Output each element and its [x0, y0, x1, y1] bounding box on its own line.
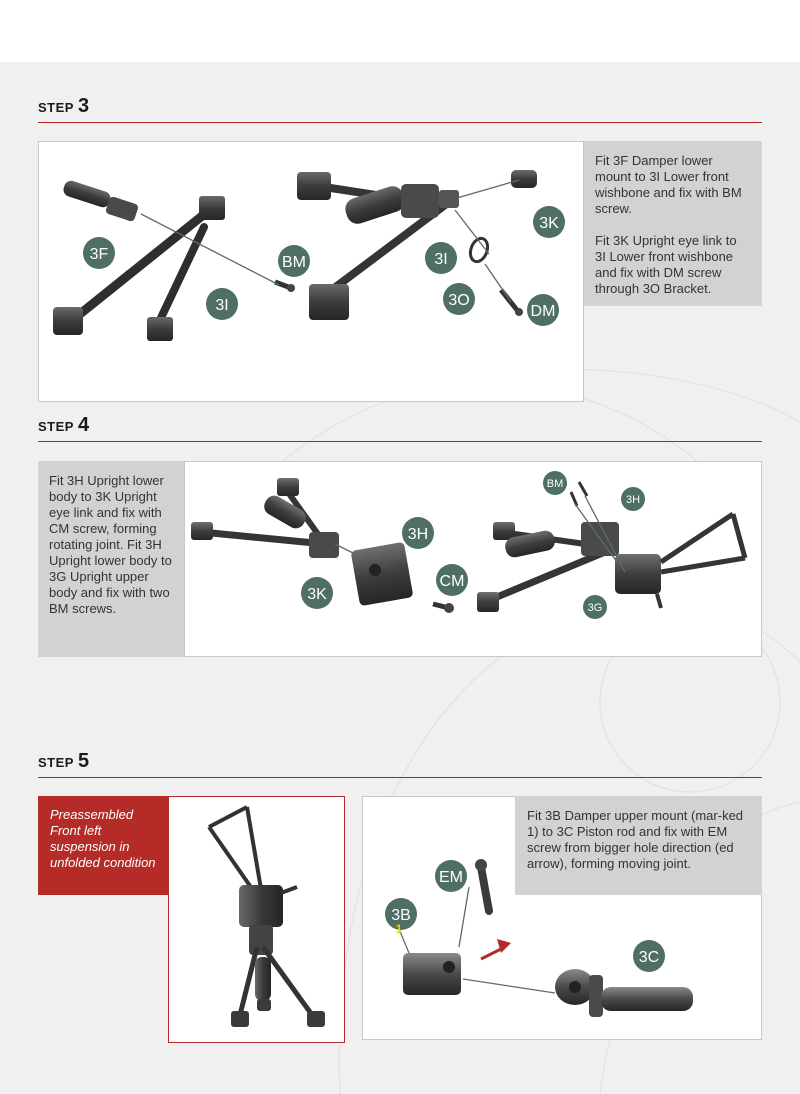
- svg-text:CM: CM: [439, 573, 465, 590]
- callout-3i-right: [425, 242, 457, 274]
- step-5-instruction: Fit 3B Damper upper mount (mar-ked 1) to 3C Piston rod and fix with EM screw from bigger hole direction (ed arrow), forming moving joint.: [527, 808, 744, 871]
- callout-3c: [633, 940, 665, 972]
- svg-text:3I: 3I: [215, 297, 229, 314]
- left-assembly-part: [191, 478, 339, 558]
- cm-screw-part: [433, 603, 454, 613]
- step-3-instructions: [584, 141, 762, 306]
- svg-text:3O: 3O: [448, 292, 470, 309]
- step-3-instruction-1: Fit 3F Damper lower mount to 3I Lower front wishbone and fix with BM screw.: [595, 153, 742, 216]
- callout-em: [435, 860, 467, 892]
- callout-3f: [83, 237, 115, 269]
- svg-text:3G: 3G: [587, 602, 603, 614]
- step-5-note: [38, 796, 168, 895]
- svg-text:3C: 3C: [638, 949, 660, 966]
- upright-eye-link-part: [511, 170, 537, 188]
- svg-text:3I: 3I: [434, 251, 448, 268]
- svg-text:3H: 3H: [625, 494, 641, 506]
- bm-screws-part: [571, 482, 587, 506]
- step-3-instruction-2: Fit 3K Upright eye link to 3I Lower front wishbone and fix with DM screw through 3O Bracket.: [595, 233, 737, 296]
- callout-cm: [436, 564, 468, 596]
- callout-bm: [278, 245, 310, 277]
- step-label: STEP: [38, 419, 74, 434]
- callout-3k: [301, 577, 333, 609]
- step-number: 5: [77, 750, 90, 772]
- step-4-title: [38, 414, 90, 437]
- upright-lower-body-part: [351, 542, 414, 607]
- callout-dm: [527, 294, 559, 326]
- step-number: 3: [77, 95, 90, 117]
- svg-text:EM: EM: [439, 869, 463, 886]
- step-3-rule: [38, 122, 762, 123]
- step-3-illustration: [39, 142, 585, 403]
- step-5-rule: [38, 777, 762, 778]
- step-4-illustration: [185, 462, 763, 658]
- svg-text:3K: 3K: [539, 215, 559, 232]
- right-assembly-part: [477, 514, 745, 612]
- preassembled-suspension-panel: [168, 796, 345, 1043]
- callout-3h-left: [402, 517, 434, 549]
- preassembled-suspension-illustration: [169, 797, 346, 1044]
- lower-wishbone-part: [53, 196, 225, 341]
- svg-text:3B: 3B: [391, 907, 411, 924]
- callout-bm: [543, 471, 567, 495]
- svg-text:3H: 3H: [407, 526, 429, 543]
- svg-text:DM: DM: [530, 303, 556, 320]
- step-4-instruction: Fit 3H Upright lower body to 3K Upright eye link and fix with CM screw, forming rotating joint. Fit 3H Upright lower body to 3G Upright upper body and fix with two BM screws.: [49, 473, 172, 616]
- svg-text:3K: 3K: [307, 586, 327, 603]
- svg-text:BM: BM: [282, 254, 306, 271]
- damper-upper-mount-part: [403, 953, 461, 995]
- top-margin: [0, 0, 800, 62]
- damper-lower-mount-part: [62, 179, 139, 222]
- dm-screw-part: [501, 290, 523, 316]
- step-label: STEP: [38, 100, 74, 115]
- callout-3o: [443, 283, 475, 315]
- svg-text:3F: 3F: [89, 246, 109, 263]
- svg-text:BM: BM: [546, 478, 564, 490]
- bm-screw-part: [275, 282, 295, 292]
- step-label: STEP: [38, 755, 74, 770]
- step-number: 4: [77, 414, 90, 436]
- em-screw-part: [475, 859, 489, 911]
- callout-3h-right: [621, 487, 645, 511]
- callout-3i-left: [206, 288, 238, 320]
- step-5-instructions: [515, 796, 762, 895]
- step-3-illustration-panel: [38, 141, 584, 402]
- step-5-title: [38, 750, 90, 773]
- piston-rod-part: [555, 969, 693, 1017]
- step-4-instructions: [38, 461, 184, 657]
- step-4-rule: [38, 441, 762, 442]
- red-arrow-icon: [481, 939, 511, 959]
- step-5-note-text: Preassembled Front left suspension in unfolded condition: [50, 807, 156, 870]
- callout-3k: [533, 206, 565, 238]
- part-mark: 1: [395, 922, 403, 936]
- step-3-title: [38, 95, 90, 118]
- suspension-assembly-part: [209, 807, 325, 1027]
- callout-3g: [583, 595, 607, 619]
- step-4-illustration-panel: [184, 461, 762, 657]
